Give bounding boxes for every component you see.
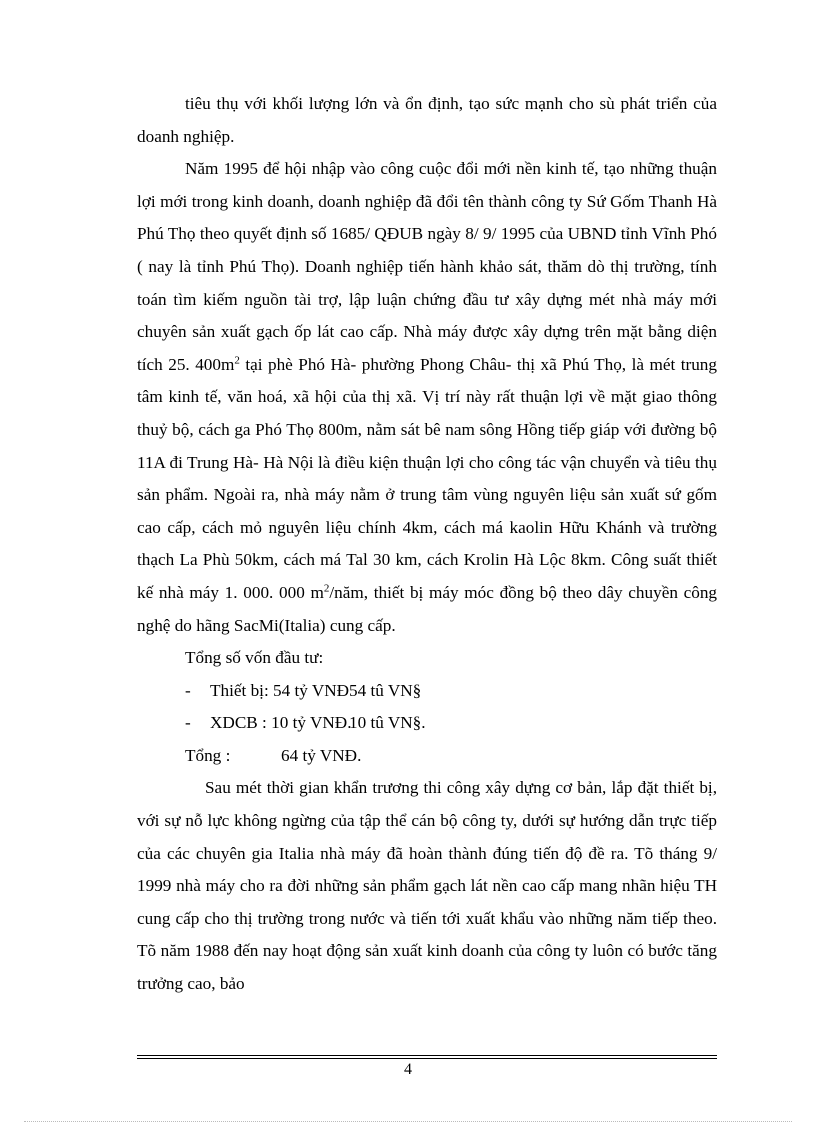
total-value: 64 tỷ VNĐ. <box>281 745 362 765</box>
list-dash: - <box>185 713 191 733</box>
paragraph-history-part-a: Năm 1995 để hội nhập vào công cuộc đổi mới nền kinh tế, tạo những thuận lợi mới trong kinh doanh, doanh nghiệp đã đổi tên thành công ty Sứ Gốm Thanh Hà Phú Thọ theo quyết định số 1685/ QĐUB ngày 8/ 9/ 1995 của UBND tỉnh Vĩnh Phó ( nay là tỉnh Phú Thọ). Doanh nghiệp tiến hành khảo sát, thăm dò thị trường, tính toán tìm kiếm nguồn tài trợ, lập luận chứng đầu tư xây dựng mét nhà máy mới chuyên sản xuất gạch ốp lát cao cấp. Nhà máy được xây dựng trên mặt bằng diện tích 25. 400m <box>137 159 717 374</box>
investment-heading: Tổng số vốn đầu tư: <box>185 648 324 668</box>
superscript-capacity: 2 <box>323 582 330 595</box>
page-boundary <box>24 1121 792 1122</box>
investment-construction: XDCB : 10 tỷ VNĐ. <box>210 713 352 733</box>
paragraph-construction: Sau mét thời gian khẩn trương thi công xây dựng cơ bản, lắp đặt thiết bị, với sự nỗ lực không ngừng của tập thể cán bộ công ty, dưới sự hướng dẫn trực tiếp của các chuyên gia Italia nhà máy đã hoàn thành đúng tiến độ đề ra. Tõ tháng 9/ 1999 nhà máy cho ra đời những sản phẩm gạch lát nền cao cấp mang nhãn hiệu TH cung cấp cho thị trường trong nước và tiến tới xuất khẩu vào những năm tiếp theo. Tõ năm 1988 đến nay hoạt động sản xuất kinh doanh của công ty luôn có bước tăng trưởng cao, bảo <box>137 778 717 994</box>
investment-construction-alt: 10 tû VN§. <box>349 713 426 733</box>
investment-equipment: Thiết bị: 54 tỷ VNĐ <box>210 680 350 700</box>
investment-total <box>137 740 717 773</box>
paragraph-history <box>137 153 717 642</box>
superscript-area: 2 <box>234 354 240 367</box>
investment-item <box>137 675 717 708</box>
paragraph-history-part-c: /năm, thiết bị máy móc đồng bộ theo dây chuyền công nghệ do hãng SacMi(Italia) cung cấp. <box>137 582 718 635</box>
investment-equipment-alt: 54 tû VN§ <box>349 680 422 700</box>
page-number: 4 <box>404 1061 412 1078</box>
document-body <box>137 88 717 1001</box>
paragraph-history-part-b: tại phè Phó Hà- phường Phong Châu- thị xã Phú Thọ, là mét trung tâm kinh tế, văn hoá, xã hội của thị xã. Vị trí này rất thuận lợi về mặt giao thông thuỷ bộ, cách ga Phó Thọ 800m, nằm sát bê nam sông Hồng tiếp giáp với đường bộ 11A đi Trung Hà- Hà Nội là điều kiện thuận lợi cho công tác vận chuyển và tiêu thụ sản phẩm. Ngoài ra, nhà máy nằm ở trung tâm vùng nguyên liệu sản xuất sứ gốm cao cấp, cách mỏ nguyên liệu chính 4km, cách má kaolin Hữu Khánh và trường thạch La Phù 50km, cách má Tal 30 km, cách Krolin Hà Lộc 8km. Công suất thiết kế nhà máy 1. 000. 000 m <box>137 354 717 602</box>
list-dash: - <box>185 680 191 700</box>
investment-item <box>137 707 717 740</box>
paragraph-intro: tiêu thụ với khối lượng lớn và ổn định, tạo sức mạnh cho sù phát triển của doanh nghiệp. <box>137 94 717 146</box>
total-label: Tổng : <box>185 745 231 765</box>
footer-rule <box>137 1055 717 1059</box>
